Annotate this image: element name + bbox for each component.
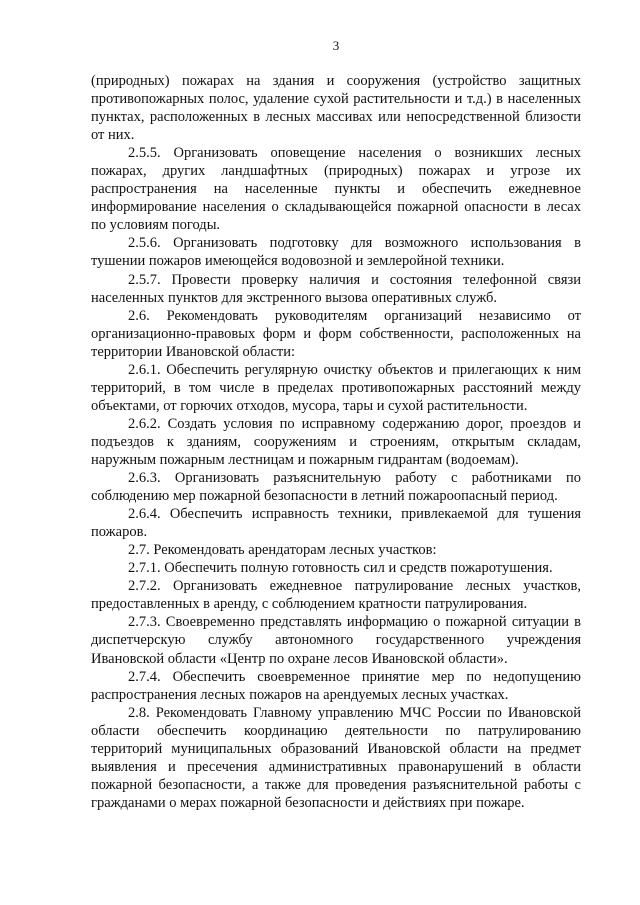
document-body	[91, 72, 581, 812]
paragraph-2-6-1: 2.6.1. Обеспечить регулярную очистку объектов и прилегающих к ним территорий, в том числе в пределах противопожарных расстояний между объектами, от горючих отходов, мусора, тары и сухой растительности.	[91, 361, 581, 414]
page-number: 3	[332, 38, 340, 53]
paragraph-continuation: (природных) пожарах на здания и сооружения (устройство защитных противопожарных полос, удаление сухой растительности и т.д.) в населенных пунктах, расположенных в лесных массивах или непосредственной близости от них.	[91, 73, 581, 144]
paragraph-2-7-2: 2.7.2. Организовать ежедневное патрулирование лесных участков, предоставленных в аренду, с соблюдением кратности патрулирования.	[91, 578, 581, 613]
paragraph-2-5-5: 2.5.5. Организовать оповещение населения о возникших лесных пожарах, других ландшафтных (природных) пожарах и угрозе их распространения на населенные пункты и обеспечить ежедневное информирование населения о складывающейся пожарной опасности в лесах по условиям погоды.	[91, 145, 581, 234]
paragraph-2-7: 2.7. Рекомендовать арендаторам лесных участков:	[128, 542, 437, 559]
paragraph-2-5-7: 2.5.7. Провести проверку наличия и состояния телефонной связи населенных пунктов для экстренного вызова оперативных служб.	[91, 271, 581, 306]
paragraph-2-7-1: 2.7.1. Обеспечить полную готовность сил и средств пожаротушения.	[128, 560, 553, 577]
paragraph-2-7-3: 2.7.3. Своевременно представлять информацию о пожарной ситуации в диспетчерскую службу автономного государственного учреждения Ивановской области «Центр по охране лесов Ивановской области».	[91, 614, 581, 667]
paragraph-2-6-3: 2.6.3. Организовать разъяснительную работу с работниками по соблюдению мер пожарной безопасности в летний пожароопасный период.	[91, 470, 581, 505]
paragraph-2-6-4: 2.6.4. Обеспечить исправность техники, привлекаемой для тушения пожаров.	[91, 506, 581, 541]
paragraph-2-5-6: 2.5.6. Организовать подготовку для возможного использования в тушении пожаров имеющейся водовозной и землеройной техники.	[91, 235, 581, 270]
paragraph-2-6-2: 2.6.2. Создать условия по исправному содержанию дорог, проездов и подъездов к зданиям, сооружениям и строениям, открытым складам, наружным пожарным лестницам и пожарным гидрантам (водоемам).	[91, 415, 581, 468]
paragraph-2-6: 2.6. Рекомендовать руководителям организаций независимо от организационно-правовых форм и форм собственности, расположенных на территории Ивановской области:	[91, 307, 581, 360]
paragraph-2-7-4: 2.7.4. Обеспечить своевременное принятие мер по недопущению распространения лесных пожаров на арендуемых лесных участках.	[91, 668, 581, 703]
paragraph-2-8: 2.8. Рекомендовать Главному управлению МЧС России по Ивановской области обеспечить координацию деятельности по патрулированию территорий муниципальных образований Ивановской области на предмет выявления и пресечения административных правонарушений в области пожарной безопасности, а также для проведения разъяснительной работы с гражданами о мерах пожарной безопасности и действиях при пожаре.	[91, 704, 581, 811]
